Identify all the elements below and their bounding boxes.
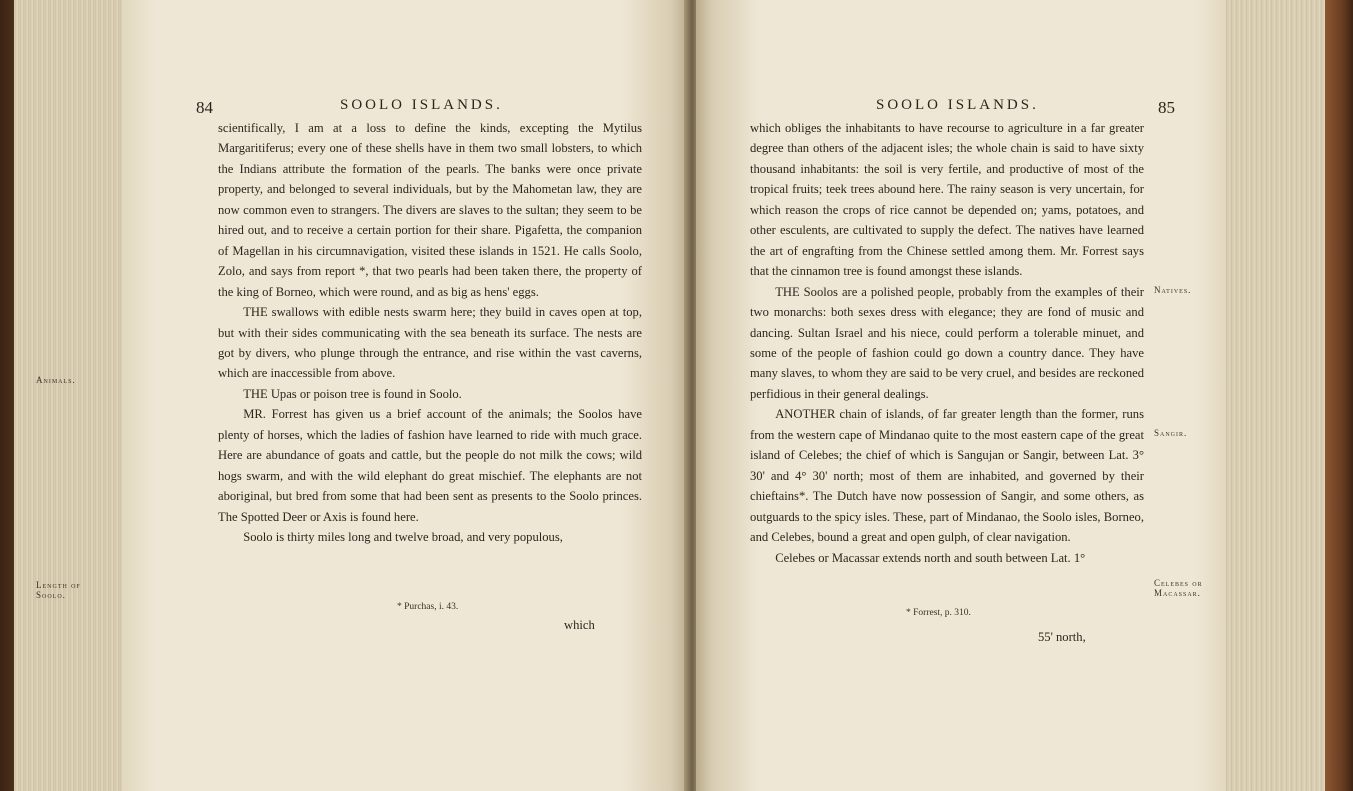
left-body (218, 118, 642, 548)
page-edges-left (14, 0, 124, 791)
catchword: which (564, 618, 595, 632)
paragraph: THE Soolos are a polished people, probably from the examples of their two monarchs: both sexes dress with elegance; they are fond of music and dancing. Sultan Israel and his niece, could perform a tolerable minuet, and some of the people of fashion could go down a country dance. They have many slaves, to whom they are said to be very cruel, and besides are reckoned perfidious in their general dealings. (750, 284, 1144, 401)
page-number: 84 (196, 98, 213, 117)
margin-note-sangir: Sangir. (1154, 428, 1188, 438)
paragraph: Soolo is thirty miles long and twelve broad, and very populous, (243, 530, 563, 545)
running-head: SOOLO ISLANDS. (340, 97, 503, 113)
running-head: SOOLO ISLANDS. (876, 97, 1039, 113)
right-page (696, 0, 1226, 791)
paragraph: Celebes or Macassar extends north and south between Lat. 1° (775, 550, 1086, 565)
margin-note-natives: Natives. (1154, 285, 1192, 295)
footnote: * Forrest, p. 310. (906, 608, 971, 618)
paragraph: scientifically, I am at a loss to define the kinds, excepting the Mytilus Margaritiferus; every one of these shells have in them two small lobsters, to which the Indians attribute the formation of the pearls. The banks were once private property, and belonged to several individuals, but by the Mahometan law, they are now common even to strangers. The divers are slaves to the sultan; they seem to be hired out, and to receive a certain portion for their share. Pigafetta, the companion of Magellan in his circumnavigation, visited these islands in 1521. He calls Soolo, Zolo, and says from report *, that two pearls had been taken there, the property of the king of Borneo, which were round, and as big as hens' eggs. (218, 121, 642, 299)
paragraph: ANOTHER chain of islands, of far greater length than the former, runs from the western cape of Mindanao quite to the most eastern cape of the great island of Celebes; the chief of which is Sangujan or Sangir, between Lat. 3° 30' and 4° 30' north; most of them are inhabited, and governed by their chieftains*. The Dutch have now possession of Sangir, and some others, as outguards to the spicy isles. These, part of Mindanao, the Soolo isles, Borneo, and Celebes, bound a great and open gulph, of clear navigation. (750, 407, 1144, 545)
page-edges-right (1218, 0, 1338, 791)
left-page (36, 0, 688, 791)
paragraph: MR. Forrest has given us a brief account of the animals; the Soolos have plenty of horses, which the ladies of fashion have learned to ride with much grace. Here are abundance of goats and cattle, but the people do not milk the cows; wild hogs swarm, and with the wild elephant do great mischief. The elephants are not aboriginal, but bred from some that had been sent as presents to the Soolo princes. The Spotted Deer or Axis is found here. (218, 407, 642, 524)
book-cover-edge (1325, 0, 1353, 791)
paragraph: THE Upas or poison tree is found in Soolo. (243, 386, 462, 401)
catchword: 55' north, (1038, 630, 1086, 644)
margin-note-celebes: Celebes or Macassar. (1154, 578, 1203, 598)
page-number: 85 (1158, 98, 1175, 117)
margin-note-animals: Animals. (36, 375, 76, 385)
paragraph: THE swallows with edible nests swarm here; they build in caves open at top, but with their sides communicating with the sea beneath its surface. The nests are got by divers, who plunge through the entrance, and rise within the vast caverns, which are inaccessible from above. (218, 305, 642, 381)
right-body (750, 118, 1144, 568)
footnote: * Purchas, i. 43. (397, 602, 459, 612)
margin-note-length: Length of Soolo. (36, 580, 81, 600)
paragraph: which obliges the inhabitants to have recourse to agriculture in a far greater degree than others of the adjacent isles; the whole chain is said to have sixty thousand inhabitants: the soil is very fertile, and productive of most of the tropical fruits; teek trees abound here. The rainy season is very uncertain, for which reason the crops of rice cannot be depended on; yams, potatoes, and other esculents, are cultivated to supply the defect. The natives have learned the art of engrafting from the Chinese settled among them. Mr. Forrest says that the cinnamon tree is found amongst these islands. (750, 121, 1144, 279)
